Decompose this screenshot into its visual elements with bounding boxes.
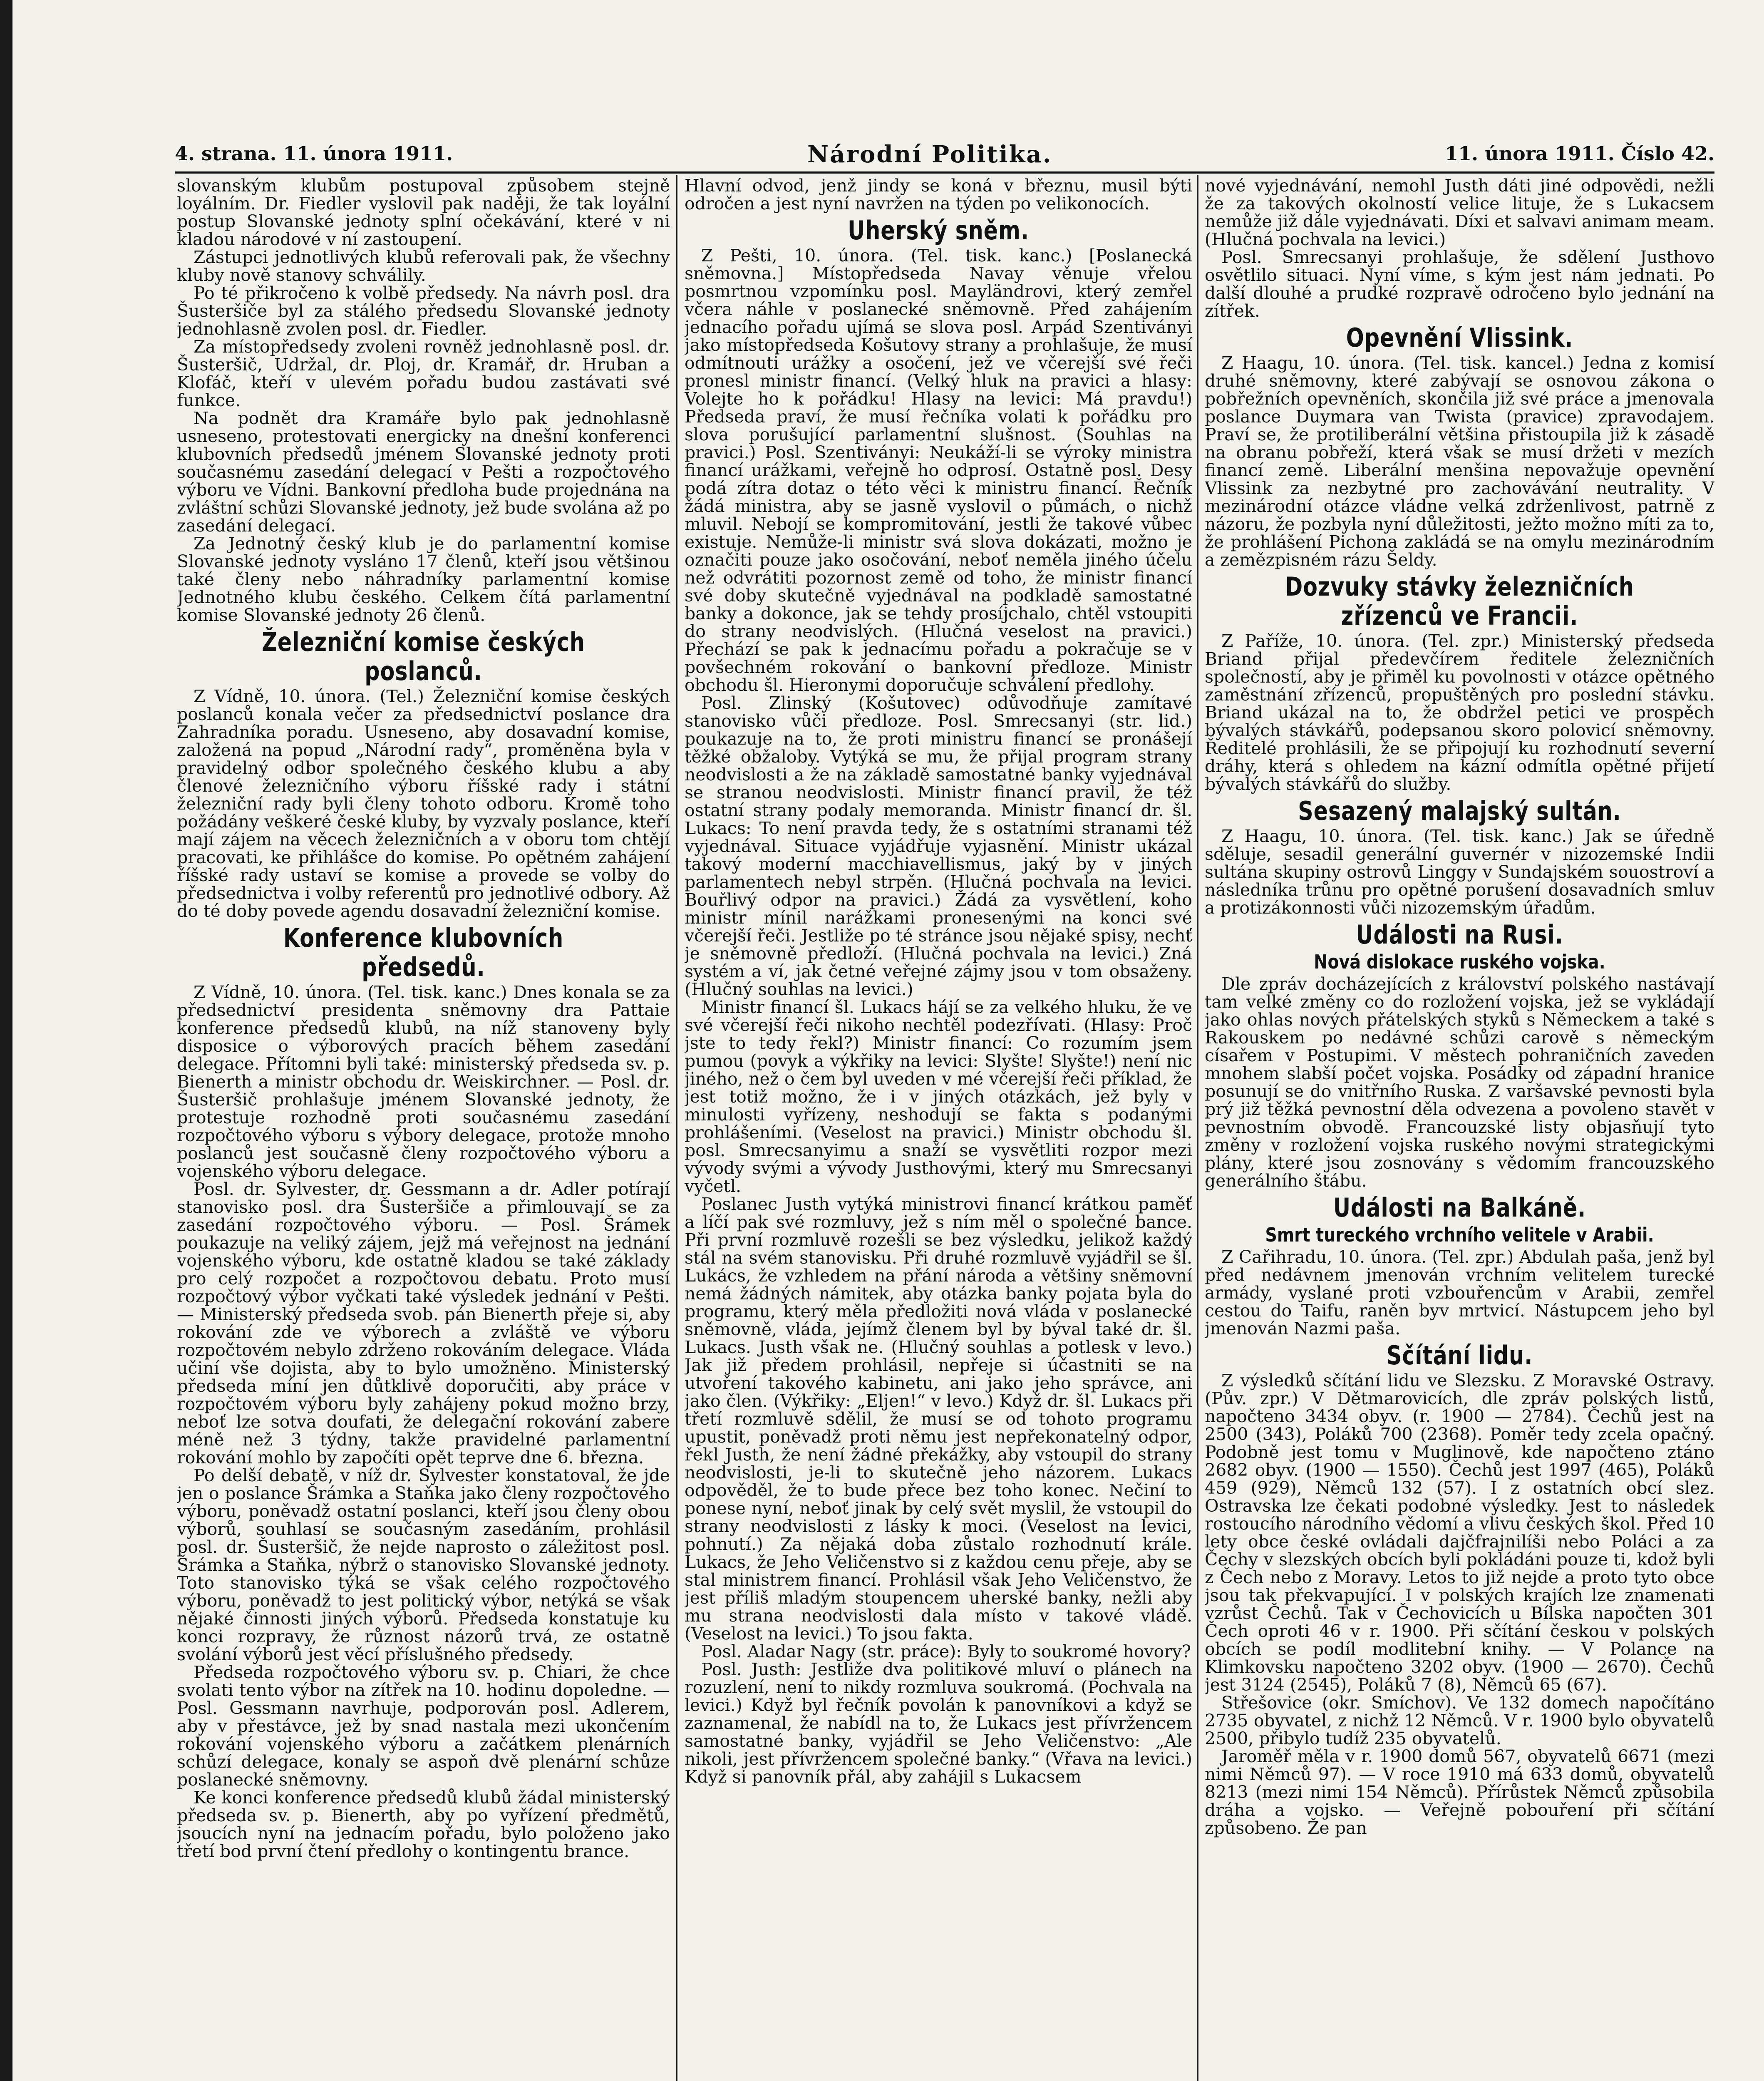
paragraph: Předseda rozpočtového výboru sv. p. Chiari, že chce svolati tento výbor na zítřek na 10. hodinu dopoledne. — Posl. Gessmann navrhuje, podporován posl. Adlerem, aby v přestávce, jež by snad nastala mezi ukončením rokování vojenského výboru a začátkem plenárních schůzí delegace, konaly se aspoň dvě plenární schůze poslanecké sněmovny. <box>177 1662 670 1790</box>
paragraph: Z Pešti, 10. února. (Tel. tisk. kanc.) [Poslanecká sněmovna.] Místopředseda Navay věnuje vřelou posmrtnou vzpomínku posl. Mayländrovi, který zemřel včera náhle v poslanecké sněmovně. Před zahájením jednacího pořadu ujímá se slova posl. Arpád Szentiványi jako místopředseda Košutovy strany a prohlašuje, že musí odmítnouti urážky a osočení, jež ve včerejší své řeči pronesl ministr financí. (Velký hluk na pravici a hlasy: Volejte ho k pořádku! Hlasy na levici: Má pravdu!) Předseda praví, že musí řečníka volati k pořádku pro slova porušující parlamentní slušnost. (Souhlas na pravici.) Posl. Szentiványi: Neukáží-li se výroky ministra financí urážkami, veřejně ho odprosí. Ostatně posl. Desy podá zítra dotaz o této věci k ministru financí. Řečník žádá ministra, aby se jasně vyslovil o půmách, o nichž mluvil. Nebojí se kompromitování, jestli že takové vůbec existuje. Nemůže-li ministr svá slova dokázati, možno je označiti pouze jako osočování, neboť neměla jiného účelu než odvrátiti pozornost země od toho, že ministr financí své doby skutečně vyjednával na podkladě samostatné banky a dokonce, jak se tehdy prosíjchalo, chtěl vstoupiti do strany neodvislých. (Hlučná veselost na pravici.) Přechází se pak k jednacímu pořadu a pokračuje se v povšechném rokování o bankovní předloze. Ministr obchodu šl. Hieronymi doporučuje schválení předlohy. <box>685 246 1192 695</box>
paragraph: Posl. Justh: Jestliže dva politikové mluví o plánech na rozuzlení, není to nikdy rozmluva soukromá. (Pochvala na levici.) Když byl řečník povolán k panovníkovi a když se zaznamenal, že nabídl na to, že Lukacs jest přívržencem samostatné banky, vyjádřil se Jeho Veličenstvo: „Ale nikoli, jest přívržencem společné banky.“ (Vřava na levici.) Když si panovník přál, aby zahájil s Lukacsem <box>685 1659 1192 1787</box>
paragraph: Po delší debatě, v níž dr. Sylvester konstatoval, že jde jen o poslance Šrámka a Staňka jako členy rozpočtového výboru, poněvadž ostatní poslanci, kteří jsou členy obou výborů, souhlasí se současným zasedáním, prohlásil posl. dr. Šusteršič, že nejde naprosto o záležitost posl. Šrámka a Staňka, nýbrž o stanovisko Slovanské jednoty. Toto stanovisko týká se však celého rozpočtového výboru, poněvadž to jest politický výbor, netýká se však nějaké činnosti jiných výborů. Předseda konstatuje ku konci rozpravy, že různost názorů trvá, ze ostatně svolání výborů jest věcí příslušného předsedy. <box>177 1465 670 1664</box>
paragraph: Z Cařihradu, 10. února. (Tel. zpr.) Abdulah paša, jenž byl před nedávnem jmenován vrchním velitelem turecké armády, vyslané proti vzbouřencům v Arabii, zemřel cestou do Taifu, raněn byv mrtvicí. Nástupcem jeho byl jmenován Nazmi paša. <box>1205 1247 1714 1338</box>
paragraph: nové vyjednávání, nemohl Justh dáti jiné odpovědi, nežli že za takových okolností velice lituje, že s Lukacsem nemůže již dále vyjednávati. Díxi et salvavi animam meam. (Hlučná pochvala na levici.) <box>1205 177 1714 249</box>
article-heading: Sčítání lidu. <box>1386 1340 1533 1371</box>
paragraph: Z výsledků sčítání lidu ve Slezsku. Z Moravské Ostravy. (Pův. zpr.) V Dětmarovicích, dle zpráv polských listů, napočteno 3434 obyv. (r. 1900 — 2784). Čechů jest na 2500 (343), Poláků 700 (2368). Poměr tedy zcela opačný. Podobně jest tomu v Muglinově, kde napočteno ztáno 2682 obyv. (1900 — 1550). Čechů jest 1997 (465), Poláků 459 (929), Němců 132 (57). I z ostatních obcí slez. Ostravska lze čekati podobné výsledky. Jest to následek rostoucího národního vědomí a vlivu českých škol. Před 10 lety obce české ovládali dajčfrajnilíši nebo Poláci a za Čechy v slezských obcích byli pokládáni pouze ti, kdož byli z Čech nebo z Moravy. Letos to již nejde a proto tyto obce jsou tak překvapující. I v polských krajích lze znamenati vzrůst Čechů. Tak v Čechovicích u Bílska napočten 301 Čech oproti 46 v r. 1900. Při sčítání českou v polských obcích se podíl modlitební knihy. — V Polance na Klimkovsku napočteno 3202 obyv. (1900 — 2670). Čechů jest 3124 (2545), Poláků 7 (8), Němců 65 (67). <box>1205 1371 1714 1695</box>
article-heading: Konference klubovních předsedů. <box>283 923 564 982</box>
masthead-rule <box>175 171 1714 174</box>
column-1 <box>177 177 670 2081</box>
date-issue-number: 11. února 1911. Číslo 42. <box>1445 142 1714 165</box>
article-heading: Opevnění Vlissink. <box>1346 323 1573 353</box>
paragraph: Z Vídně, 10. února. (Tel.) Železniční komise českých poslanců konala večer za předsednictví poslance dra Zahradníka poradu. Usneseno, aby dosavadní komise, založená na popud „Národní rady“, proměněna byla v pravidelný odbor společného českého klubu a aby členové železničního výboru říšské rady i státní železniční rady byli členy tohoto odboru. Kromě toho požádány veškeré české kluby, by vyzvaly poslance, kteří mají zájem na věcech železničních a v oboru tom chtějí pracovati, ke přihlášce do komise. Po opětném zahájení říšské rady ustaví se komise a provede se volby do předsednictva i volby referentů pro jednotlivé odbory. Až do té doby povede agendu dosavadní železniční komise. <box>177 686 670 921</box>
article-heading: Události na Rusi. <box>1356 919 1563 950</box>
article-subheading: Nová dislokace ruského vojska. <box>1314 951 1605 973</box>
article-heading: Uherský sněm. <box>848 215 1029 246</box>
paragraph: Posl. Zlinský (Košutovec) odůvodňuje zamítavé stanovisko vůči předloze. Posl. Smrecsanyi (str. lid.) poukazuje na to, že proti ministru financí se pronášejí těžké obžaloby. Vytýká se mu, že přijal program strany neodvislosti a že na základě samostatné banky vyjednával se stranou neodvislosti. Ministr financí pravil, že též ostatní strany podaly memoranda. Ministr financí dr. šl. Lukacs: To není pravda tedy, že s ostatními stranami též vyjednával. Situace vyjádřuje vyjasnění. Ministr ukázal takový moderní macchiavellismus, jaký by v jiných parlamentech nebyl strpěn. (Hlučná pochvala na levici. Bouřlivý odpor na pravici.) Žádá za vysvětlení, koho ministr mínil narážkami pronesenými na konci své včerejší řeči. Jestliže po té stránce jsou nějaké spisy, nechť je sněmovně předloží. (Hlučná pochvala na levici.) Zná systém a ví, jak četné veřejné zájmy jsou v tom obsaženy. (Hlučný souhlas na levici.) <box>685 693 1192 999</box>
paragraph: Za místopředsedy zvoleni rovněž jednohlasně posl. dr. Šusteršič, Udržal, dr. Ploj, dr. Kramář, dr. Hruban a Klofáč, kteří v ulevém pořadu budou zastávati své funkce. <box>177 337 670 410</box>
paragraph: Na podnět dra Kramáře bylo pak jednohlasně usneseno, protestovati energicky na dnešní konferenci klubovních předsedů jménem Slovanské jednoty proti současnému zasedání delegací v Pešti a rozpočtového výboru ve Vídni. Bankovní předloha bude projednána na zvláštní schůzi Slovanské jednoty, jež bude svolána až po zasedání delegací. <box>177 408 670 536</box>
article-heading: Dozvuky stávky železničních zřízenců ve Francii. <box>1285 571 1634 631</box>
paragraph: Posl. dr. Sylvester, dr. Gessmann a dr. Adler potírají stanovisko posl. dra Šusteršiče a přimlouvají se za zasedání rozpočtového výboru. — Posl. Šrámek poukazuje na veliký zájem, jejž má veřejnost na jednání vojenského výboru, kde ostatně kladou se také základy pro celý rozpočet a rozpočtovou debatu. Proto musí rozpočtový výbor vyčkati také výsledek jednání v Pešti. — Ministerský předseda svob. pán Bienerth přeje si, aby rokování zde ve výborech a zvláště ve výboru rozpočtovém nebylo zdrženo rokováním delegace. Vláda učiní vše dojista, aby to bylo umožněno. Ministerský předseda míní jen důtklivě doporučiti, aby práce v rozpočtovém výboru byly zahájeny pokud možno brzy, neboť lze sotva doufati, že delegační rokování zabere méně než 3 týdny, takže pravidelné parlamentní rokování mohlo by započíti opět teprve dne 6. března. <box>177 1179 670 1468</box>
article-heading: Sesazený malajský sultán. <box>1298 796 1621 826</box>
masthead <box>175 142 1714 171</box>
page-number-date: 4. strana. 11. února 1911. <box>175 142 453 165</box>
paragraph: Po té přikročeno k volbě předsedy. Na návrh posl. dra Šusteršiče byl za stálého předsedu Slovanské jednoty jednohlasně zvolen posl. dr. Fiedler. <box>177 283 670 339</box>
column-divider <box>676 175 677 2081</box>
paragraph: Z Haagu, 10. února. (Tel. tisk. kanc.) Jak se úředně sděluje, sesadil generální guvernér v nizozemské Indii sultána skupiny ostrovů Linggy v Sundajském souostroví a následníka trůnu pro opětné porušení dosavadních smluv a protizákonnosti vůči nizozemským úřadům. <box>1205 826 1714 918</box>
paragraph: Poslanec Justh vytýká ministrovi financí krátkou paměť a líčí pak své rozmluvy, jež s ním měl o společné bance. Při první rozmluvě rozešli se bez výsledku, jelikož každý stál na svém stanovisku. Při druhé rozmluvě vyjádřil se šl. Lukács, že vzhledem na přání národa a většiny sněmovní nemá žádných námitek, aby otázka banky pojata byla do programu, který měla předložiti nová vláda v poslanecké sněmovně, vláda, jejímž členem byl by býval také dr. šl. Lukacs. Justh však ne. (Hlučný souhlas a potlesk v levo.) Jak již předem prohlásil, nepřeje si účastniti se na utvoření takového kabinetu, ani jako jeho správce, ani jako člen. (Výkřiky: „Eljen!“ v levo.) Když dr. šl. Lukacs při třetí rozmluvě sdělil, že musí se od tohoto programu upustit, poněvadž proti němu jest nepřekonatelný odpor, řekl Justh, že není žádné překážky, aby vstoupil do strany neodvislosti, je-li to skutečně jeho názorem. Lukacs odpověděl, že to bude přece bez toho konec. Nečiní to ponese nyní, neboť jinak by celý svět myslil, že vstoupil do strany neodvislosti z lásky k moci. (Veselost na levici, pohnutí.) Za nějaká doba zůstalo rozhodnutí krále. Lukacs, že Jeho Veličenstvo si z každou cenu přeje, aby se stal ministrem financí. Prohlásil však Jeho Veličenstvo, že jest příliš mladým stoupencem uherské banky, nežli aby mu strana neodvislosti dala místo v takové vládě. (Veselost na levici.) To jsou fakta. <box>685 1194 1192 1644</box>
column-2 <box>685 177 1192 2081</box>
column-divider <box>1197 175 1198 2081</box>
paragraph: Z Haagu, 10. února. (Tel. tisk. kancel.) Jedna z komisí druhé sněmovny, které zabývají se osnovou zákona o pobřežních opevněních, skončila již své práce a jmenovala poslance Duymara van Twista (pravice) zpravodajem. Praví se, že protiliberální většina přistoupila již k zásadě na obranu pobřeží, která však se musí držeti v mezích financí země. Liberální menšina nepovažuje opevnění Vlissink za nezbytné pro zachovávání neutrality. V mezinárodní otázce vládne velká zdrženlivost, patrně z názoru, že pozbyla nyní důležitosti, ježto možno míti za to, že prohlášení Pichona zakládá se na omylu mezinárodním a zemězpisném rázu Šeldy. <box>1205 353 1714 570</box>
paragraph: Jaroměř měla v r. 1900 domů 567, obyvatelů 6671 (mezi nimi Němců 97). — V roce 1910 má 633 domů, obyvatelů 8213 (mezi nimi 154 Němců). Přírůstek Němců způsobila dráha a vojsko. — Veřejně pobouření při sčítání způsobeno. Že pan <box>1205 1746 1714 1838</box>
paragraph: Dle zpráv docházejících z království polského nastávají tam velké změny co do rozložení vojska, jež se vykládají jako ohlas nových přátelských styků s Německem a také s Rakouskem po nedávné schůzi carově s německým císařem v Postupimi. V městech pohraničních zaveden mnohem slabší počet vojska. Posádky od západní hranice posunují se do vnitřního Ruska. Z varšavské pevnosti byla prý již těžká pevnostní děla odvezena a povoleno stavět v pevnostním obvodě. Francouzské listy objasňují tyto změny v rozložení vojska ruského novými strategickými plány, které jsou zosnovány s vědomím francouzského generálního štábu. <box>1205 974 1714 1191</box>
paragraph: slovanským klubům postupoval způsobem stejně loyálním. Dr. Fiedler vyslovil pak naději, že tak loyální postup Slovanské jednoty splní očekávání, které v ni kladou národové v ní zastoupení. <box>177 177 670 249</box>
newspaper-title: Národní Politika. <box>807 141 1052 168</box>
paragraph: Z Vídně, 10. února. (Tel. tisk. kanc.) Dnes konala se za předsednictví presidenta sněmovny dra Pattaie konference předsedů klubů, na níž stanoveny byly disposice o výborových pracích během zasedání delegace. Přítomni byli také: ministerský předseda sv. p. Bienerth a ministr obchodu dr. Weiskirchner. — Posl. dr. Šusteršič prohlašuje jménem Slovanské jednoty, že protestuje rozhodně proti současnému zasedání rozpočtového výboru s výbory delegace, protože mnoho poslanců jest současně členy rozpočtového výboru a vojenského výboru delegace. <box>177 982 670 1181</box>
paragraph: Za Jednotný český klub je do parlamentní komise Slovanské jednoty vysláno 17 členů, kteří jsou většinou také členy nebo náhradníky parlamentní komise Jednotného klubu českého. Celkem čítá parlamentní komise Slovanské jednoty 26 členů. <box>177 534 670 625</box>
article-heading: Železniční komise českých poslanců. <box>262 627 585 686</box>
paragraph: Střešovice (okr. Smíchov). Ve 132 domech napočítáno 2735 obyvatel, z nichž 12 Němců. V r. 1900 bylo obyvatelů 2500, přibylo tudíž 235 obyvatelů. <box>1205 1693 1714 1748</box>
paragraph: Posl. Smrecsanyi prohlašuje, že sdělení Justhovo osvětlilo situaci. Nyní víme, s kým jest nám jednati. Po další dlouhé a prudké rozpravě odročeno bylo jednání na zítřek. <box>1205 247 1714 321</box>
article-heading: Události na Balkáně. <box>1333 1192 1586 1223</box>
paragraph: Z Paříže, 10. února. (Tel. zpr.) Ministerský předseda Briand přijal předevčírem ředitele železničních společností, aby je přiměl ku povolnosti v otázce opětného zaměstnání zřízenců, propuštěných pro poslední stávku. Briand ukázal na to, že obdržel petici ve prospěch bývalých stávkářů, podepsanou skoro polovicí sněmovny. Ředitelé prohlásili, že se připojují ku rozhodnutí severní dráhy, která s ohledem na kázní odmítla opětné přijetí bývalých stávkářů do služby. <box>1205 631 1714 794</box>
article-subheading: Smrt tureckého vrchního velitele v Arabii. <box>1265 1224 1654 1246</box>
paragraph: Hlavní odvod, jenž jindy se koná v březnu, musil býti odročen a jest nyní navržen na týden po velikonocích. <box>685 177 1192 214</box>
column-3 <box>1205 177 1714 2081</box>
paragraph: Posl. Aladar Nagy (str. práce): Byly to soukromé hovory? <box>701 1641 1191 1661</box>
paragraph: Ministr financí šl. Lukacs hájí se za velkého hluku, že ve své včerejší řeči nikoho nechtěl podezřívati. (Hlasy: Proč jste to tedy řekl?) Ministr financí: Co rozumím jsem pumou (povyk a výkřiky na levici: Slyšte! Slyšte!) není nic jiného, než o čem byl uveden v mé včerejší řeči příklad, že jest totiž možno, že i v jiných otázkách, jež byly v minulosti vyřízeny, neshodují se fakta s podanými prohlášeními. (Veselost na pravici.) Ministr obchodu šl. posl. Smrecsanyimu a snaží se vysvětliti rozpor mezi vývody svými a vývody Justhovými, který mu Smrecsanyi vyčetl. <box>685 997 1192 1196</box>
paragraph: Ke konci konference předsedů klubů žádal ministerský předseda sv. p. Bienerth, aby po vyřízení předmětů, jsoucích nyní na jednacím pořadu, bylo položeno jako třetí bod první čtení předlohy o kontingentu brance. <box>177 1788 670 1861</box>
paragraph: Zástupci jednotlivých klubů referovali pak, že všechny kluby nově stanovy schválily. <box>177 247 670 285</box>
